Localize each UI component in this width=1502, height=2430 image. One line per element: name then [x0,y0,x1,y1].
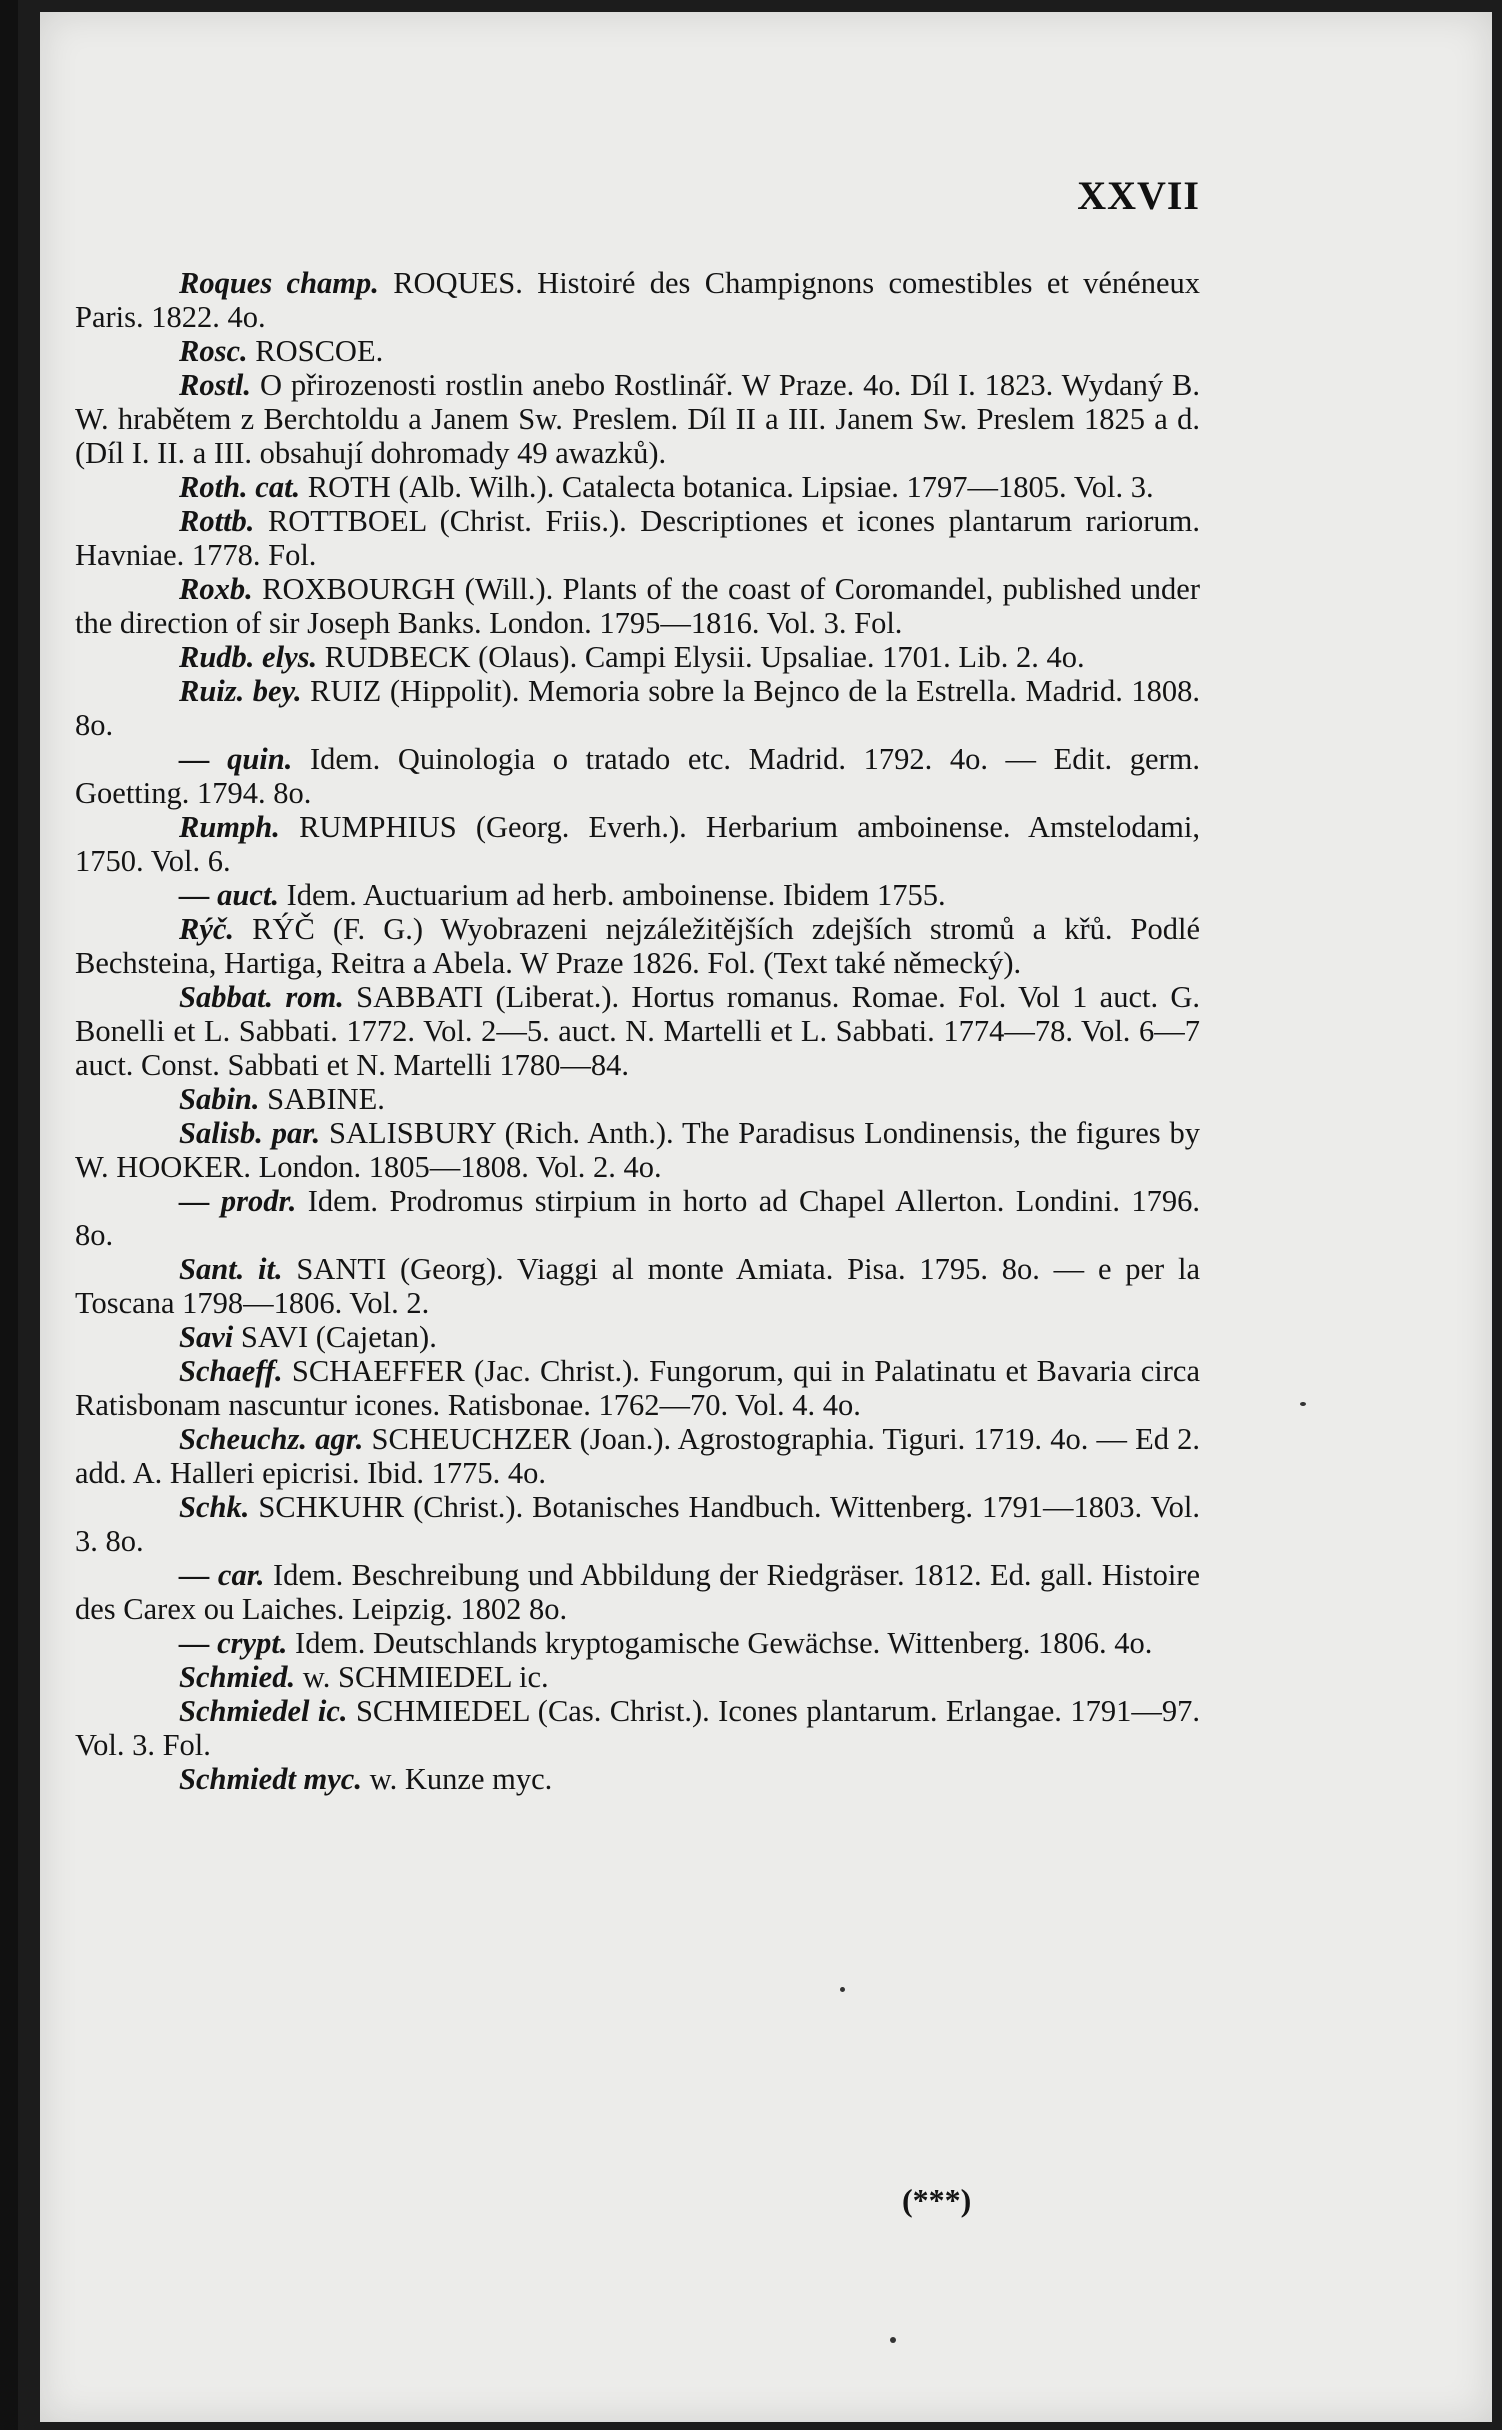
bibliography-entry [75,1762,1200,1796]
bibliography-entry [75,572,1200,640]
bibliography-entry [75,1184,1200,1252]
entry-text: O přirozenosti rostlin anebo Rostlinář. W Praze. 4o. Díl I. 1823. Wydaný B. W. hrabětem z Berchtoldu a Janem Sw. Preslem. Díl II a III. Janem Sw. Preslem 1825 a d. (Díl I. II. a III. obsahují dohromady 49 awazků). [75,368,1200,470]
entry-text: SCHMIEDEL (Cas. Christ.). Icones plantarum. Erlangae. 1791—97. Vol. 3. Fol. [75,1694,1200,1762]
entry-text: Idem. Beschreibung und Abbildung der Riedgräser. 1812. Ed. gall. Histoire des Carex ou Laiches. Leipzig. 1802 8o. [75,1558,1201,1626]
entry-text: SABINE. [267,1082,385,1116]
bibliography-entry [75,504,1200,572]
entry-text: w. Kunze myc. [369,1762,553,1796]
bibliography-entry [75,1660,1200,1694]
entry-abbreviation: Schmiedel ic. [179,1694,348,1728]
entry-text: SANTI (Georg). Viaggi al monte Amiata. Pisa. 1795. 8o. — e per la Toscana 1798—1806. Vol. 2. [75,1252,1200,1320]
entry-abbreviation: Rumph. [179,810,280,844]
bibliography-entry [75,1558,1200,1626]
bibliography-entry [75,640,1200,674]
bibliography-entry [75,334,1200,368]
bibliography-entry [75,266,1200,334]
entry-abbreviation: Roques champ. [179,266,379,300]
entry-text: w. SCHMIEDEL ic. [302,1660,549,1694]
entry-abbreviation: — car. [179,1558,265,1592]
entry-text: Idem. Quinologia o tratado etc. Madrid. 1792. 4o. — Edit. germ. Goetting. 1794. 8o. [75,742,1201,810]
ink-speck [1300,1402,1306,1406]
entry-abbreviation: Ruiz. bey. [179,674,302,708]
entry-abbreviation: — auct. [179,878,279,912]
bibliography-entry [75,1082,1200,1116]
entry-abbreviation: Rosc. [179,334,248,368]
bibliography-entry [75,470,1200,504]
entry-text: ROXBOURGH (Will.). Plants of the coast of Coromandel, published under the direction of sir Joseph Banks. London. 1795—1816. Vol. 3. Fol. [75,572,1201,640]
entry-abbreviation: Sabbat. rom. [179,980,344,1014]
entry-text: RUMPHIUS (Georg. Everh.). Herbarium amboinense. Amstelodami, 1750. Vol. 6. [75,810,1200,878]
bibliography-entry [75,1252,1200,1320]
bibliography-entry [75,810,1200,878]
entry-abbreviation: — quin. [179,742,293,776]
entry-abbreviation: Rostl. [179,368,252,402]
entry-abbreviation: Schmied. [179,1660,296,1694]
bibliography-entry [75,1354,1200,1422]
bibliography-entry [75,912,1200,980]
entry-text: SABBATI (Liberat.). Hortus romanus. Romae. Fol. Vol 1 auct. G. Bonelli et L. Sabbati. 1772. Vol. 2—5. auct. N. Martelli et L. Sabbati. 1774—78. Vol. 6—7 auct. Const. Sabbati et N. Martelli 1780—84. [75,980,1201,1082]
entry-abbreviation: Rudb. elys. [179,640,318,674]
bibliography-entry [75,368,1200,470]
bibliography-entry [75,742,1200,810]
scan-edge [0,0,18,2430]
bibliography-entry [75,1116,1200,1184]
entry-abbreviation: Schmiedt myc. [179,1762,362,1796]
entry-text: SCHKUHR (Christ.). Botanisches Handbuch. Wittenberg. 1791—1803. Vol. 3. 8o. [75,1490,1200,1558]
entry-abbreviation: Rottb. [179,504,255,538]
entry-abbreviation: Roxb. [179,572,253,606]
bibliography-list [75,266,1200,1796]
entry-abbreviation: Schaeff. [179,1354,283,1388]
entry-text: RUIZ (Hippolit). Memoria sobre la Bejnco de la Estrella. Madrid. 1808. 8o. [75,674,1201,742]
entry-text: ROQUES. Histoiré des Champignons comestibles et vénéneux Paris. 1822. 4o. [75,266,1201,334]
bibliography-entry [75,1320,1200,1354]
bibliography-entry [75,1694,1200,1762]
entry-text: ROTTBOEL (Christ. Friis.). Descriptiones et icones plantarum rariorum. Havniae. 1778. Fol. [75,504,1200,572]
entry-text: Idem. Prodromus stirpium in horto ad Chapel Allerton. Londini. 1796. 8o. [75,1184,1201,1252]
entry-text: SCHAEFFER (Jac. Christ.). Fungorum, qui in Palatinatu et Bavaria circa Ratisbonam nascuntur icones. Ratisbonae. 1762—70. Vol. 4. 4o. [75,1354,1200,1422]
entry-abbreviation: Roth. cat. [179,470,301,504]
entry-text: RÝČ (F. G.) Wyobrazeni nejzáležitějších zdejších stromů a křů. Podlé Bechsteina, Hartiga, Reitra a Abela. W Praze 1826. Fol. (Text také německý). [75,912,1201,980]
entry-abbreviation: Schk. [179,1490,250,1524]
entry-abbreviation: Scheuchz. agr. [179,1422,364,1456]
entry-text: ROTH (Alb. Wilh.). Catalecta botanica. Lipsiae. 1797—1805. Vol. 3. [307,470,1154,504]
bibliography-entry [75,1422,1200,1490]
entry-abbreviation: Sabin. [179,1082,260,1116]
bibliography-entry [75,980,1200,1082]
entry-text: SCHEUCHZER (Joan.). Agrostographia. Tiguri. 1719. 4o. — Ed 2. add. A. Halleri epicrisi. Ibid. 1775. 4o. [75,1422,1200,1490]
entry-abbreviation: Sant. it. [179,1252,283,1286]
bibliography-entry [75,1626,1200,1660]
entry-text: SAVI (Cajetan). [240,1320,437,1354]
entry-abbreviation: Savi [179,1320,234,1354]
entry-abbreviation: Salisb. par. [179,1116,321,1150]
entry-text: Idem. Deutschlands kryptogamische Gewächse. Wittenberg. 1806. 4o. [295,1626,1153,1660]
bibliography-entry [75,1490,1200,1558]
ink-speck [890,2337,896,2343]
entry-abbreviation: — crypt. [179,1626,288,1660]
ink-speck [840,1987,845,1992]
entry-abbreviation: Rýč. [179,912,235,946]
bibliography-entry [75,878,1200,912]
entry-abbreviation: — prodr. [179,1184,297,1218]
bibliography-entry [75,674,1200,742]
entry-text: ROSCOE. [255,334,384,368]
entry-text: SALISBURY (Rich. Anth.). The Paradisus Londinensis, the figures by W. HOOKER. London. 1805—1808. Vol. 2. 4o. [75,1116,1201,1184]
entry-text: Idem. Auctuarium ad herb. amboinense. Ibidem 1755. [286,878,946,912]
book-page [40,12,1492,2422]
entry-text: RUDBECK (Olaus). Campi Elysii. Upsaliae. 1701. Lib. 2. 4o. [324,640,1085,674]
page-number: XXVII [1077,173,1200,218]
signature-mark: (***) [902,2182,972,2218]
